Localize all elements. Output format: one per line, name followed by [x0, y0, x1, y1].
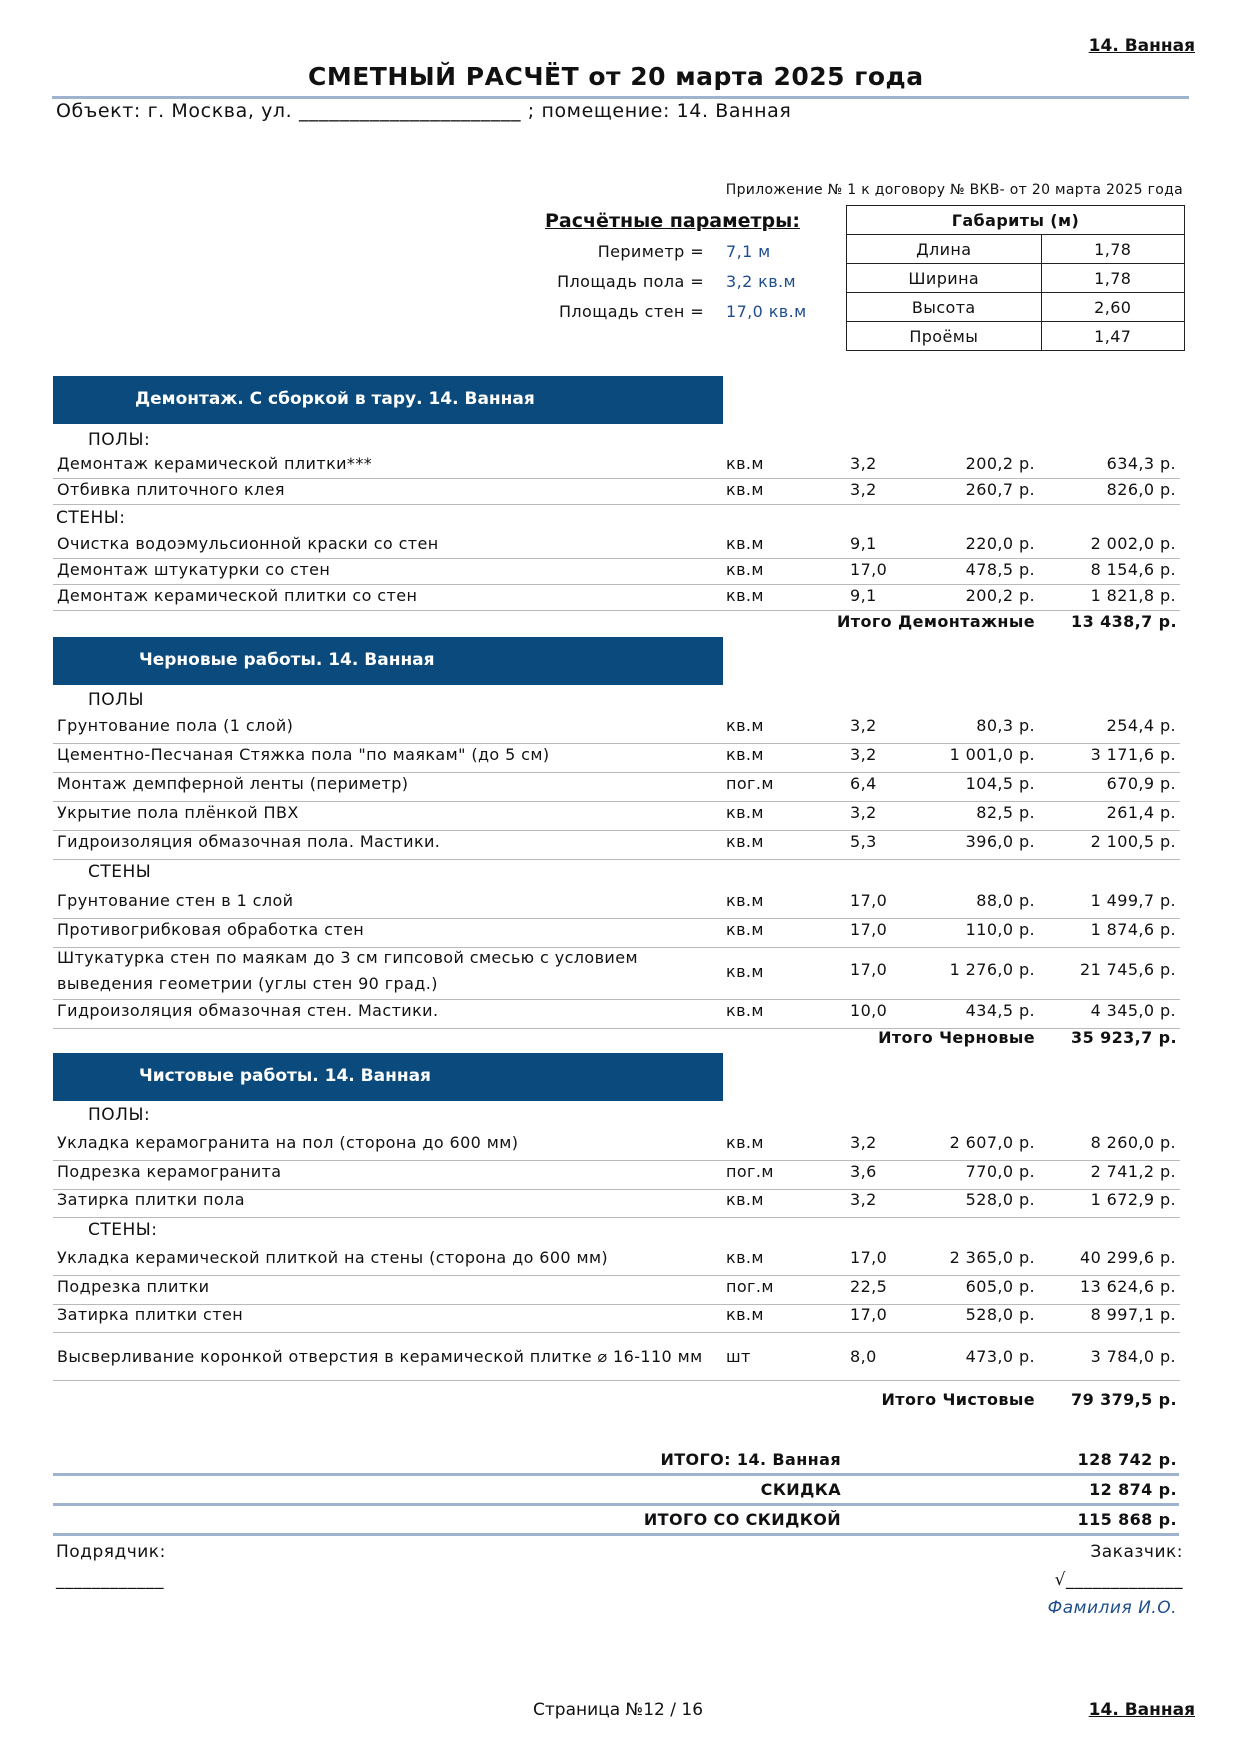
work-price: 82,5 р. — [976, 803, 1035, 822]
work-name: Укрытие пола плёнкой ПВХ — [57, 803, 299, 822]
work-name: Демонтаж керамической плитки*** — [57, 454, 373, 473]
work-price: 104,5 р. — [965, 774, 1035, 793]
work-price: 478,5 р. — [965, 560, 1035, 579]
final-total-value: 115 868 р. — [1077, 1510, 1177, 1529]
section-title: Черновые работы. 14. Ванная — [139, 650, 435, 670]
work-qty: 3,2 — [850, 745, 877, 764]
work-name: Высверливание коронкой отверстия в керамической плитке ⌀ 16-110 мм — [57, 1347, 703, 1366]
work-price: 110,0 р. — [965, 920, 1035, 939]
work-price: 2 365,0 р. — [949, 1248, 1035, 1267]
param-label: Периметр = — [597, 242, 704, 261]
work-unit: кв.м — [726, 716, 764, 735]
work-sum: 2 002,0 р. — [1090, 534, 1176, 553]
group-label: ПОЛЫ — [88, 690, 144, 710]
work-unit: кв.м — [726, 586, 764, 605]
dimension-label: Длина — [847, 235, 1042, 264]
work-unit: пог.м — [726, 1162, 774, 1181]
work-unit: кв.м — [726, 962, 764, 981]
work-unit: кв.м — [726, 534, 764, 553]
work-unit: кв.м — [726, 832, 764, 851]
work-sum: 21 745,6 р. — [1080, 960, 1176, 979]
table-row — [53, 480, 1180, 505]
discount-label: СКИДКА — [760, 1480, 841, 1499]
work-price: 1 276,0 р. — [949, 960, 1035, 979]
work-unit: кв.м — [726, 1190, 764, 1209]
dimension-value: 1,78 — [1041, 264, 1184, 293]
work-qty: 3,2 — [850, 803, 877, 822]
work-name: Затирка плитки стен — [57, 1305, 244, 1324]
table-row — [53, 1133, 1180, 1161]
group-label: СТЕНЫ — [88, 862, 152, 882]
work-unit: кв.м — [726, 560, 764, 579]
page-tag-top: 14. Ванная — [1088, 36, 1195, 56]
dimension-label: Проёмы — [847, 322, 1042, 351]
work-unit: пог.м — [726, 774, 774, 793]
table-row — [53, 920, 1180, 948]
final-total-label: ИТОГО СО СКИДКОЙ — [643, 1510, 841, 1529]
work-sum: 40 299,6 р. — [1080, 1248, 1176, 1267]
page-tag-bottom: 14. Ванная — [1088, 1700, 1195, 1720]
work-sum: 634,3 р. — [1106, 454, 1176, 473]
work-sum: 3 784,0 р. — [1090, 1347, 1176, 1366]
table-row — [53, 454, 1180, 479]
work-name: Штукатурка стен по маякам до 3 см гипсовой смесью с условием — [57, 948, 638, 967]
param-value: 7,1 м — [726, 242, 771, 261]
work-price: 396,0 р. — [965, 832, 1035, 851]
work-qty: 10,0 — [850, 1001, 888, 1020]
summary-divider — [53, 1503, 1179, 1506]
work-sum: 1 821,8 р. — [1090, 586, 1176, 605]
work-unit: кв.м — [726, 745, 764, 764]
work-price: 770,0 р. — [965, 1162, 1035, 1181]
customer-label: Заказчик: — [1090, 1542, 1183, 1562]
work-price: 528,0 р. — [965, 1190, 1035, 1209]
work-name: Демонтаж керамической плитки со стен — [57, 586, 418, 605]
section-total-value: 13 438,7 р. — [1071, 612, 1177, 631]
contractor-signature-line: ____________ — [56, 1570, 164, 1590]
work-name: Укладка керамогранита на пол (сторона до 600 мм) — [57, 1133, 519, 1152]
grand-total-label: ИТОГО: 14. Ванная — [660, 1450, 841, 1469]
work-price: 80,3 р. — [976, 716, 1035, 735]
work-sum: 670,9 р. — [1106, 774, 1176, 793]
work-sum: 8 260,0 р. — [1090, 1133, 1176, 1152]
document-title: СМЕТНЫЙ РАСЧЁТ от 20 марта 2025 года — [308, 62, 924, 91]
work-name: Затирка плитки пола — [57, 1190, 245, 1209]
object-line: Объект: г. Москва, ул. ______________________ ; помещение: 14. Ванная — [56, 100, 792, 122]
group-label: СТЕНЫ: — [88, 1220, 158, 1240]
work-unit: кв.м — [726, 920, 764, 939]
work-name: Подрезка керамогранита — [57, 1162, 282, 1181]
work-unit: кв.м — [726, 803, 764, 822]
work-sum: 13 624,6 р. — [1080, 1277, 1176, 1296]
grand-total-value: 128 742 р. — [1077, 1450, 1177, 1469]
work-name: Очистка водоэмульсионной краски со стен — [57, 534, 439, 553]
work-qty: 3,2 — [850, 480, 877, 499]
table-row — [53, 774, 1180, 802]
work-name: Монтаж демпферной ленты (периметр) — [57, 774, 409, 793]
table-row — [53, 1344, 1180, 1381]
table-row — [53, 1162, 1180, 1190]
work-unit: кв.м — [726, 454, 764, 473]
table-row — [53, 745, 1180, 773]
params-title: Расчётные параметры: — [545, 210, 800, 232]
work-qty: 3,2 — [850, 1190, 877, 1209]
work-name: Отбивка плиточного клея — [57, 480, 285, 499]
work-qty: 3,2 — [850, 1133, 877, 1152]
group-label: ПОЛЫ: — [88, 1105, 151, 1125]
work-price: 220,0 р. — [965, 534, 1035, 553]
customer-name: Фамилия И.О. — [1047, 1598, 1177, 1618]
section-total-value: 35 923,7 р. — [1071, 1028, 1177, 1047]
title-divider — [52, 96, 1189, 99]
param-value: 3,2 кв.м — [726, 272, 796, 291]
work-name: Гидроизоляция обмазочная стен. Мастики. — [57, 1001, 439, 1020]
work-qty: 5,3 — [850, 832, 877, 851]
work-name: Укладка керамической плиткой на стены (сторона до 600 мм) — [57, 1248, 609, 1267]
work-price: 200,2 р. — [965, 586, 1035, 605]
section-header-rough — [53, 637, 723, 685]
work-price: 528,0 р. — [965, 1305, 1035, 1324]
work-name: Подрезка плитки — [57, 1277, 210, 1296]
work-sum: 2 741,2 р. — [1090, 1162, 1176, 1181]
work-unit: кв.м — [726, 891, 764, 910]
table-row — [53, 1190, 1180, 1218]
group-label: СТЕНЫ: — [56, 508, 126, 528]
page-number: Страница №12 / 16 — [533, 1700, 704, 1720]
dimension-label: Ширина — [847, 264, 1042, 293]
work-sum: 4 345,0 р. — [1090, 1001, 1176, 1020]
section-title: Демонтаж. С сборкой в тару. 14. Ванная — [135, 389, 535, 409]
work-qty: 17,0 — [850, 1248, 888, 1267]
table-row — [53, 534, 1180, 559]
work-sum: 8 154,6 р. — [1090, 560, 1176, 579]
work-qty: 8,0 — [850, 1347, 877, 1366]
work-sum: 1 499,7 р. — [1090, 891, 1176, 910]
work-name-continued: выведения геометрии (углы стен 90 град.) — [57, 974, 438, 993]
table-row — [53, 891, 1180, 919]
work-unit: шт — [726, 1347, 751, 1366]
section-header-demolition — [53, 376, 723, 424]
table-row — [53, 1305, 1180, 1333]
summary-divider — [53, 1533, 1179, 1536]
work-price: 200,2 р. — [965, 454, 1035, 473]
table-row — [53, 586, 1180, 611]
work-qty: 17,0 — [850, 891, 888, 910]
table-row — [53, 716, 1180, 744]
table-row — [53, 1001, 1180, 1029]
section-total-label: Итого Чистовые — [881, 1390, 1035, 1409]
dimensions-table — [846, 205, 1185, 351]
work-unit: кв.м — [726, 1001, 764, 1020]
work-qty: 17,0 — [850, 560, 888, 579]
table-row — [53, 1248, 1180, 1276]
dimension-value: 1,47 — [1041, 322, 1184, 351]
work-unit: кв.м — [726, 1248, 764, 1267]
work-name: Противогрибковая обработка стен — [57, 920, 365, 939]
section-total-label: Итого Демонтажные — [837, 612, 1035, 631]
work-sum: 3 171,6 р. — [1090, 745, 1176, 764]
work-name: Грунтование стен в 1 слой — [57, 891, 294, 910]
work-name: Цементно-Песчаная Стяжка пола "по маякам" (до 5 см) — [57, 745, 550, 764]
work-sum: 826,0 р. — [1106, 480, 1176, 499]
work-qty: 3,6 — [850, 1162, 877, 1181]
dimension-label: Высота — [847, 293, 1042, 322]
work-qty: 3,2 — [850, 454, 877, 473]
work-qty: 17,0 — [850, 1305, 888, 1324]
table-row — [53, 948, 1180, 1000]
table-row — [53, 1277, 1180, 1305]
work-sum: 8 997,1 р. — [1090, 1305, 1176, 1324]
group-label: ПОЛЫ: — [88, 430, 151, 450]
section-total-label: Итого Черновые — [878, 1028, 1035, 1047]
discount-value: 12 874 р. — [1089, 1480, 1177, 1499]
work-price: 2 607,0 р. — [949, 1133, 1035, 1152]
work-price: 434,5 р. — [965, 1001, 1035, 1020]
work-unit: кв.м — [726, 1133, 764, 1152]
work-price: 260,7 р. — [965, 480, 1035, 499]
work-name: Гидроизоляция обмазочная пола. Мастики. — [57, 832, 441, 851]
work-sum: 261,4 р. — [1106, 803, 1176, 822]
param-value: 17,0 кв.м — [726, 302, 807, 321]
appendix-reference: Приложение № 1 к договору № ВКВ- от 20 марта 2025 года — [725, 182, 1183, 198]
work-qty: 22,5 — [850, 1277, 888, 1296]
work-price: 605,0 р. — [965, 1277, 1035, 1296]
work-name: Демонтаж штукатурки со стен — [57, 560, 331, 579]
work-unit: пог.м — [726, 1277, 774, 1296]
work-price: 473,0 р. — [965, 1347, 1035, 1366]
work-qty: 17,0 — [850, 920, 888, 939]
table-row — [53, 803, 1180, 831]
work-sum: 254,4 р. — [1106, 716, 1176, 735]
table-row — [53, 560, 1180, 585]
param-label: Площадь стен = — [558, 302, 704, 321]
work-qty: 3,2 — [850, 716, 877, 735]
work-unit: кв.м — [726, 1305, 764, 1324]
work-sum: 1 874,6 р. — [1090, 920, 1176, 939]
dimensions-title: Габариты (м) — [847, 206, 1185, 235]
customer-signature-line: √_____________ — [1054, 1570, 1183, 1590]
work-sum: 2 100,5 р. — [1090, 832, 1176, 851]
work-qty: 17,0 — [850, 960, 888, 979]
work-sum: 1 672,9 р. — [1090, 1190, 1176, 1209]
section-title: Чистовые работы. 14. Ванная — [139, 1066, 431, 1086]
dimension-value: 2,60 — [1041, 293, 1184, 322]
work-price: 1 001,0 р. — [949, 745, 1035, 764]
work-name: Грунтование пола (1 слой) — [57, 716, 294, 735]
section-total-value: 79 379,5 р. — [1071, 1390, 1177, 1409]
work-unit: кв.м — [726, 480, 764, 499]
work-price: 88,0 р. — [976, 891, 1035, 910]
work-qty: 9,1 — [850, 586, 877, 605]
table-row — [53, 832, 1180, 860]
param-label: Площадь пола = — [557, 272, 704, 291]
contractor-label: Подрядчик: — [56, 1542, 166, 1562]
summary-divider — [53, 1473, 1179, 1476]
work-qty: 6,4 — [850, 774, 877, 793]
work-qty: 9,1 — [850, 534, 877, 553]
dimension-value: 1,78 — [1041, 235, 1184, 264]
section-header-finishing — [53, 1053, 723, 1101]
